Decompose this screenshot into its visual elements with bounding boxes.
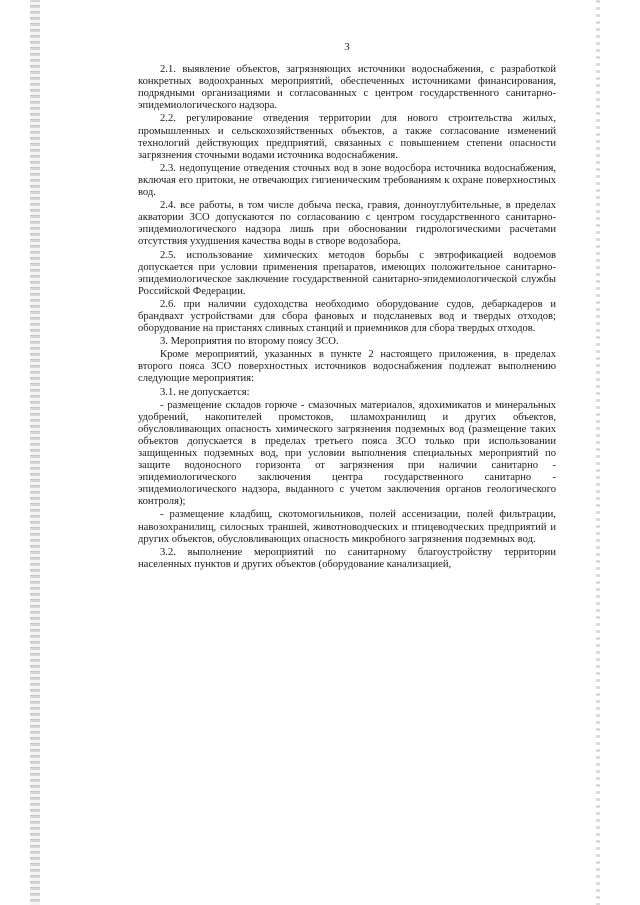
paragraph-2-5: 2.5. использование химических методов борьбы с эвтрофикацией водоемов допускается при условии применения препаратов, имеющих положительное санитарно-эпидемиологическое заключение государственной санитарно-эпидемиологической службы Российской Федерации. bbox=[138, 249, 556, 297]
paragraph-3-1: 3.1. не допускается: bbox=[160, 386, 250, 398]
section-3-heading: 3. Мероприятия по второму поясу ЗСО. bbox=[160, 336, 339, 348]
page-number: 3 bbox=[344, 42, 350, 53]
paragraph-2-3: 2.3. недопущение отведения сточных вод в зоне водосбора источника водоснабжения, включая его притоки, не отвечающих гигиеническим требованиям к охране поверхностных вод. bbox=[138, 162, 556, 199]
paragraph-2-1: 2.1. выявление объектов, загрязняющих источники водоснабжения, с разработкой конкретных водоохранных мероприятий, обеспеченных источниками финансирования, подрядными организациями и согласованных с центром государственного санитарно-эпидемиологического надзора. bbox=[138, 64, 556, 112]
paragraph-3-1-item-2: - размещение кладбищ, скотомогильников, полей ассенизации, полей фильтрации, навозохранилищ, силосных траншей, животноводческих и птицеводческих предприятий и других объектов, обусловливающих опасность микробного загрязнения подземных вод. bbox=[138, 509, 556, 545]
paragraph-3-intro: Кроме мероприятий, указанных в пункте 2 настоящего приложения, в пределах второго пояса ЗСО поверхностных источников водоснабжения подлежат выполнению следующие мероприятия: bbox=[138, 349, 556, 385]
paragraph-3-1-item-1: - размещение складов горюче - смазочных материалов, ядохимикатов и минеральных удобрений, накопителей промстоков, шламохранилищ и других объектов, обусловливающих опасность химического загрязнения подземных вод (размещение таких объектов допускается в пределах третьего пояса ЗСО только при использовании защищенных подземных вод, при условии выполнения специальных мероприятий по защите водоносного горизонта от загрязнения при наличии санитарно - эпидемиологического заключения центра государственного санитарно - эпидемиологического надзора, выданного с учетом заключения органов геологического контроля); bbox=[138, 399, 556, 508]
scan-edge-left bbox=[30, 0, 40, 905]
document-page bbox=[138, 42, 556, 572]
paragraph-3-2: 3.2. выполнение мероприятий по санитарному благоустройству территории населенных пунктов и других объектов (оборудование канализацией, bbox=[138, 546, 556, 570]
paragraph-2-6: 2.6. при наличии судоходства необходимо оборудование судов, дебаркадеров и брандвахт устройствами для сбора фановых и подсланевых вод и твердых отходов; оборудование на пристанях сливных станций и приемников для сбора твердых отходов. bbox=[138, 298, 556, 335]
paragraph-2-4: 2.4. все работы, в том числе добыча песка, гравия, донноуглубительные, в пределах акватории ЗСО допускаются по согласованию с центром государственного санитарно-эпидемиологического надзора лишь при обосновании гидрологическими расчетами отсутствия ухудшения качества воды в створе водозабора. bbox=[138, 200, 556, 248]
scan-edge-right bbox=[596, 0, 600, 905]
paragraph-2-2: 2.2. регулирование отведения территории для нового строительства жилых, промышленных и сельскохозяйственных объектов, а также согласование изменений технологий действующих предприятий, связанных с повышением степени опасности загрязнения сточными водами источника водоснабжения. bbox=[138, 113, 556, 161]
